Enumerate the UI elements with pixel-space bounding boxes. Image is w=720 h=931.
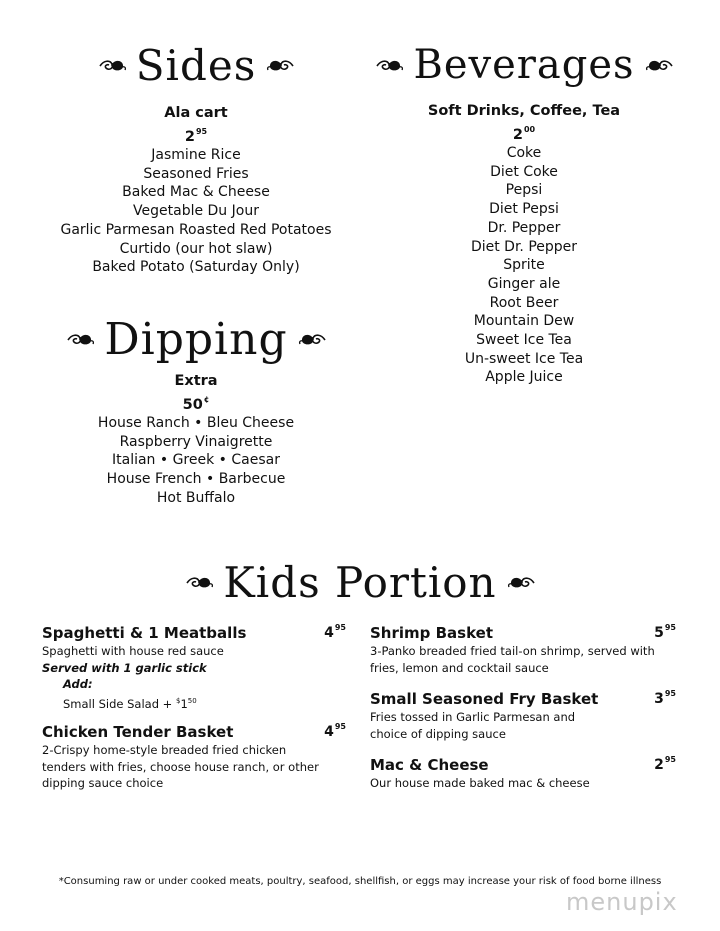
sides-title (96, 36, 296, 94)
item-price: $3^{95}$ (654, 689, 676, 707)
sides-section (46, 104, 346, 277)
menu-item: Diet Coke (490, 163, 558, 180)
menu-item: House French • Barbecue (106, 471, 286, 488)
item-price: $4^{95}$ (324, 722, 346, 740)
menu-item: House Ranch • Bleu Cheese (97, 415, 295, 431)
swirl-ornament-icon (66, 331, 94, 347)
menu-item: Sprite (503, 257, 545, 274)
served-with-note: Served with 1 garlic stick (42, 660, 207, 675)
dipping-section (46, 372, 346, 508)
item-price: $5^{95}$ (654, 623, 676, 641)
add-on-item: Small Side Salad + $^{\$}1^{50}$ (63, 696, 197, 711)
menu-item: Baked Mac & Cheese (122, 184, 270, 201)
menu-item: Baked Potato (Saturday Only) (92, 259, 300, 276)
menu-item: Ginger ale (487, 275, 561, 292)
item-description: Fries tossed in Garlic Parmesan and choice of dipping sauce (370, 710, 576, 741)
item-description: Spaghetti with house red sauce (42, 644, 224, 658)
item-name: Mac & Cheese (370, 756, 489, 774)
beverages-section (374, 102, 674, 387)
menu-item: Apple Juice (485, 369, 563, 386)
swirl-ornament-icon (645, 57, 673, 73)
menu-item: Italian • Greek • Caesar (112, 452, 280, 469)
menu-item: Garlic Parmesan Roasted Red Potatoes (60, 221, 332, 238)
sides-price: $2^{95}$ (184, 127, 208, 145)
item-name: Shrimp Basket (370, 624, 494, 642)
swirl-ornament-icon (507, 574, 535, 590)
kids-item-shrimp (370, 623, 678, 676)
kids-item-spaghetti (42, 623, 352, 712)
item-name: Spaghetti & 1 Meatballs (42, 624, 247, 642)
menu-item: Seasoned Fries (143, 165, 249, 182)
watermark: menupix (566, 888, 678, 916)
swirl-ornament-icon (185, 574, 213, 590)
swirl-ornament-icon (298, 331, 326, 347)
item-name: Chicken Tender Basket (42, 723, 234, 741)
menu-item: Diet Pepsi (489, 201, 559, 218)
kids-title-text: Kids Portion (223, 557, 497, 607)
menu-item: Diet Dr. Pepper (470, 238, 578, 255)
menu-item: Coke (506, 145, 542, 161)
menu-item: Root Beer (489, 294, 559, 311)
item-price: $2^{95}$ (654, 755, 676, 773)
dipping-title (76, 308, 316, 370)
sides-subtitle: Ala cart (164, 105, 228, 121)
food-safety-disclaimer: *Consuming raw or under cooked meats, poultry, seafood, shellfish, or eggs may increase your risk of food borne illness (58, 876, 662, 887)
item-description: 3-Panko breaded fried tail-on shrimp, served with fries, lemon and cocktail sauce (370, 644, 655, 675)
menu-item: Vegetable Du Jour (133, 203, 259, 220)
add-label: Add: (63, 677, 93, 691)
dipping-title-text: Dipping (104, 313, 288, 365)
menu-item: Un-sweet Ice Tea (464, 350, 584, 367)
beverages-title (394, 36, 654, 94)
beverages-subtitle: Soft Drinks, Coffee, Tea (427, 103, 621, 119)
dipping-subtitle: Extra (174, 373, 218, 389)
menu-item: Raspberry Vinaigrette (119, 433, 273, 450)
menu-item: Curtido (our hot slaw) (119, 240, 273, 257)
swirl-ornament-icon (98, 57, 126, 73)
kids-title (210, 552, 510, 612)
item-description: Our house made baked mac & cheese (370, 776, 590, 790)
kids-item-chicken (42, 722, 352, 792)
dipping-price: 50¢ (182, 395, 210, 413)
swirl-ornament-icon (266, 57, 294, 73)
sides-title-text: Sides (135, 40, 257, 90)
menu-item: Pepsi (505, 182, 543, 199)
menu-item: Mountain Dew (473, 313, 575, 330)
beverages-title-text: Beverages (413, 42, 635, 88)
menu-item: Sweet Ice Tea (476, 332, 572, 349)
menu-item: Jasmine Rice (151, 147, 241, 163)
swirl-ornament-icon (375, 57, 403, 73)
kids-item-fry-basket (370, 689, 678, 742)
item-price: $4^{95}$ (324, 623, 346, 641)
menu-item: Dr. Pepper (487, 219, 561, 236)
kids-item-mac-cheese (370, 755, 678, 792)
menu-item: Hot Buffalo (156, 489, 236, 506)
item-name: Small Seasoned Fry Basket (370, 690, 599, 708)
beverages-price: $2^{00}$ (512, 125, 536, 143)
item-description: 2-Crispy home-style breaded fried chicken tenders with fries, choose house ranch, or other dipping sauce choice (42, 743, 319, 790)
